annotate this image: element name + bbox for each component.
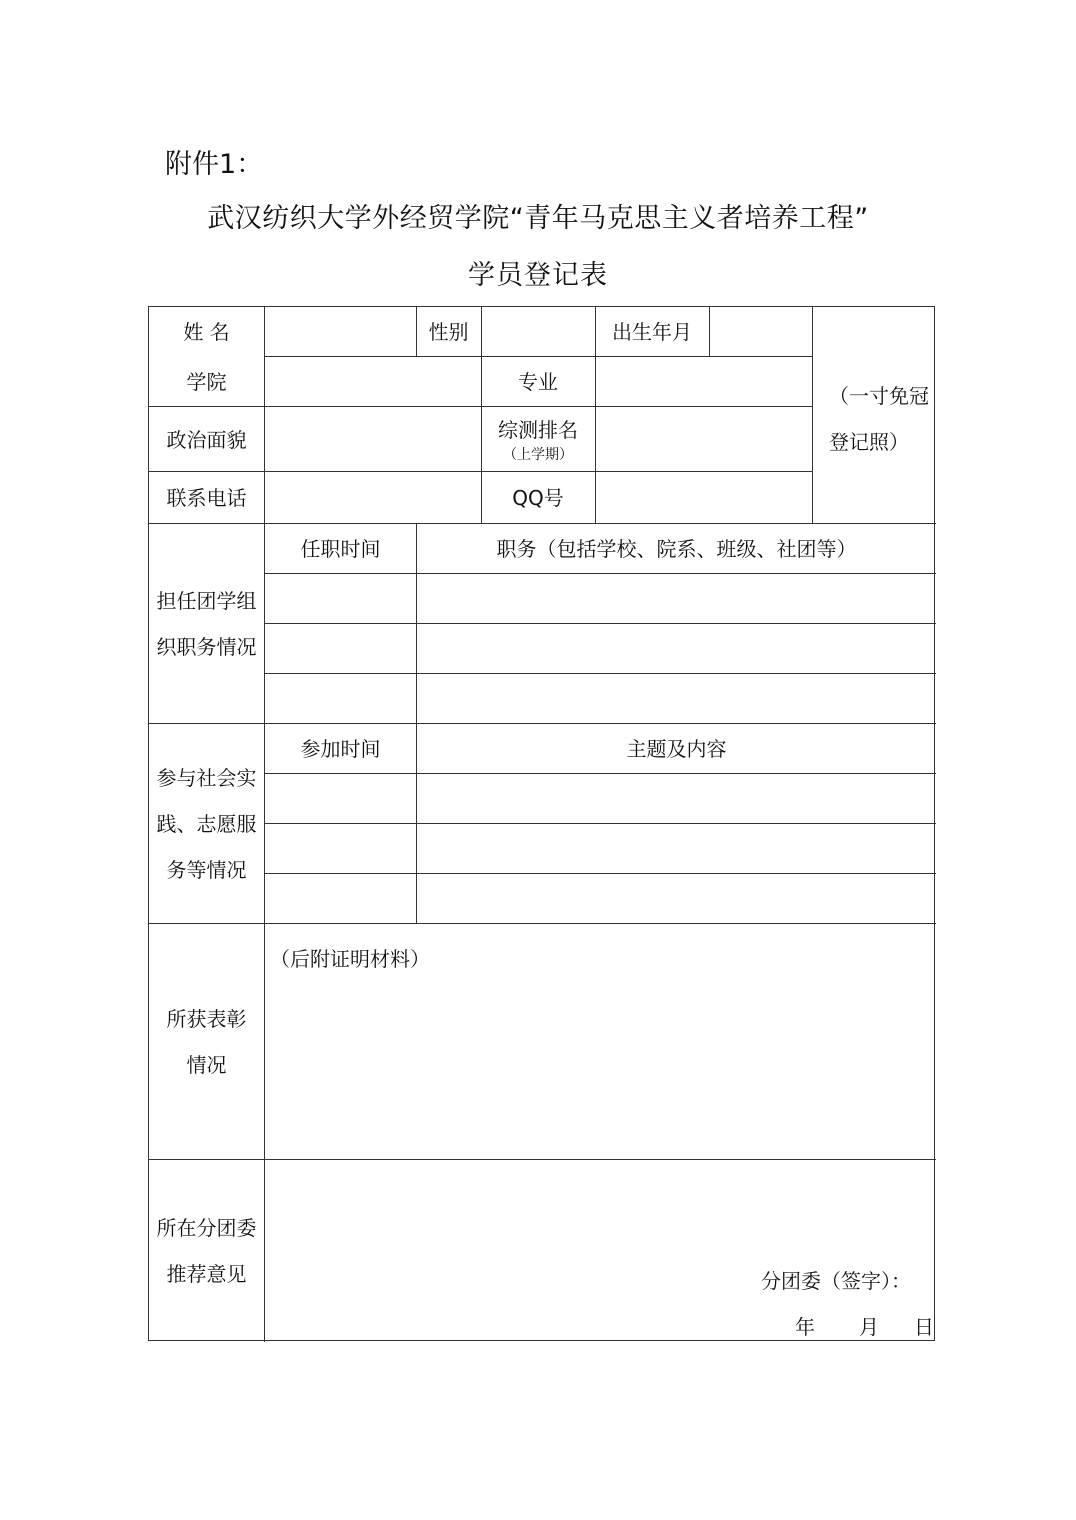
- duties-label-line1: 担任团学组: [156, 589, 257, 613]
- duties-time-header: 任职时间: [300, 537, 381, 561]
- photo-text-line1: （一寸免冠: [829, 384, 929, 408]
- phone-label: 联系电话: [166, 486, 247, 510]
- recommend-label-line2: 推荐意见: [166, 1262, 247, 1286]
- practice-time-field[interactable]: [265, 874, 416, 923]
- practice-time-header: 参加时间: [300, 737, 381, 761]
- date-day-label: 日: [914, 1315, 934, 1339]
- registration-form: [148, 306, 935, 1341]
- political-field[interactable]: [265, 407, 481, 472]
- practice-topic-field[interactable]: [417, 874, 936, 923]
- practice-topic-field[interactable]: [417, 774, 936, 823]
- signature-label: 分团委（签字）：: [761, 1269, 911, 1293]
- recommend-label-line1: 所在分团委: [156, 1216, 257, 1240]
- practice-time-field[interactable]: [265, 774, 416, 823]
- practice-topic-header: 主题及内容: [626, 737, 727, 761]
- awards-label-line2: 情况: [186, 1053, 227, 1077]
- college-field[interactable]: [265, 357, 481, 407]
- ranking-sub-label: （上学期）: [503, 446, 573, 463]
- ranking-field[interactable]: [596, 407, 812, 472]
- duties-position-field[interactable]: [417, 574, 936, 623]
- gender-field[interactable]: [482, 307, 595, 357]
- practice-topic-field[interactable]: [417, 824, 936, 873]
- major-label: 专业: [518, 370, 558, 394]
- practice-time-field[interactable]: [265, 824, 416, 873]
- duties-time-field[interactable]: [265, 674, 416, 723]
- recommend-field[interactable]: [265, 1160, 936, 1342]
- practice-label-line1: 参与社会实: [156, 766, 257, 790]
- name-field[interactable]: [265, 307, 416, 357]
- form-title: 武汉纺织大学外经贸学院“青年马克思主义者培养工程”: [207, 203, 869, 234]
- qq-field[interactable]: [596, 472, 812, 524]
- political-label: 政治面貌: [166, 427, 247, 452]
- recommend-section-label: [149, 1160, 264, 1342]
- phone-field[interactable]: [265, 472, 481, 524]
- college-label: 学院: [186, 370, 227, 394]
- attachment-label: 附件1：: [165, 149, 264, 180]
- date-year-label: 年: [795, 1315, 815, 1339]
- duties-position-field[interactable]: [417, 624, 936, 673]
- duties-section-label: [149, 524, 264, 724]
- awards-note: （后附证明材料）: [270, 947, 430, 971]
- practice-label-line3: 务等情况: [166, 858, 247, 882]
- practice-label-line2: 践、志愿服: [156, 812, 257, 836]
- duties-position-header: 职务（包括学校、院系、班级、社团等）: [496, 537, 857, 561]
- gender-label: 性别: [428, 320, 469, 344]
- birth-field[interactable]: [710, 307, 812, 357]
- qq-label: QQ号: [512, 486, 564, 510]
- practice-section-label: [149, 724, 264, 924]
- duties-time-field[interactable]: [265, 624, 416, 673]
- photo-text-line2: 登记照）: [829, 430, 909, 454]
- birth-label: 出生年月: [612, 320, 692, 344]
- duties-position-field[interactable]: [417, 674, 936, 723]
- ranking-label: [481, 407, 595, 472]
- awards-section-label: [149, 924, 264, 1160]
- ranking-label-text: 综测排名: [498, 417, 578, 442]
- date-month-label: 月: [859, 1315, 879, 1339]
- form-subtitle: 学员登记表: [468, 260, 608, 291]
- duties-label-line2: 织职务情况: [156, 635, 257, 659]
- awards-label-line1: 所获表彰: [166, 1007, 247, 1031]
- major-field[interactable]: [596, 357, 812, 407]
- name-label: 姓 名: [183, 320, 230, 344]
- photo-placeholder[interactable]: [813, 373, 936, 473]
- duties-time-field[interactable]: [265, 574, 416, 623]
